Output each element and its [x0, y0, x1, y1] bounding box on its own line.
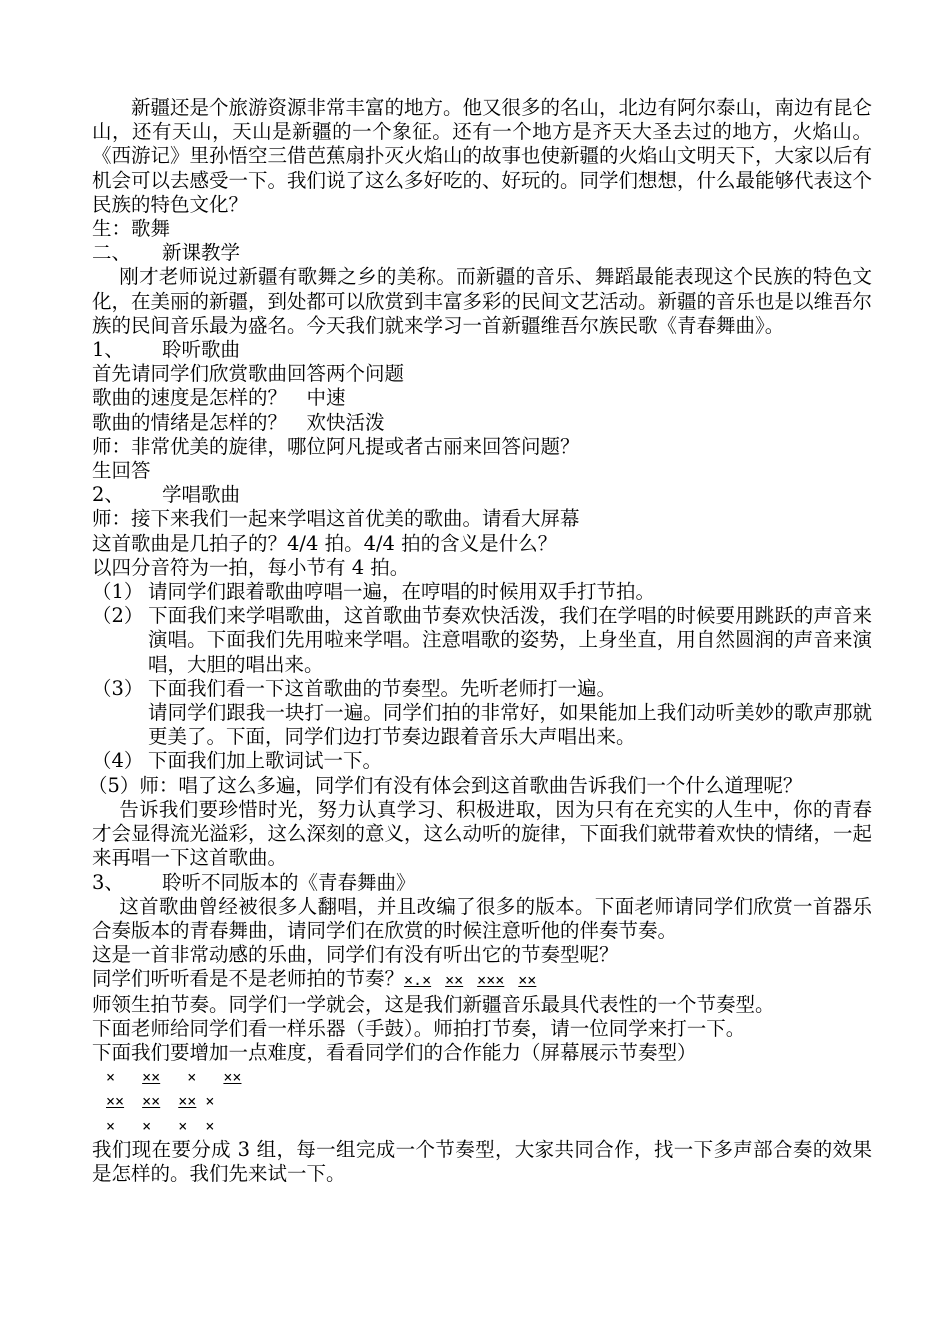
item-number: 3、: [92, 870, 124, 894]
step-text: 下面我们看一下这首歌曲的节奏型。先听老师打一遍。: [148, 676, 617, 700]
step-label: （1）: [92, 580, 144, 604]
line-rhythm-check: [92, 967, 872, 992]
rhythm-note: ××: [106, 1092, 125, 1111]
line-difficulty: 下面我们要增加一点难度，看看同学们的合作能力（屏幕展示节奏型）: [92, 1040, 697, 1064]
step-4: [92, 749, 872, 773]
line-text: 同学们听听看是不是老师拍的节奏？: [92, 967, 405, 991]
rhythm-note: ××: [445, 971, 464, 990]
heading-versions: [92, 871, 872, 895]
step-3-continued: 请同学们跟我一块打一遍。同学们拍的非常好，如果能加上我们动听美妙的歌声那就更美了。下面，同学们边打节奏边跟着音乐大声唱出来。: [148, 701, 872, 749]
line-hand-drum: 下面老师给同学们看一样乐器（手鼓）。师拍打节奏，请一位同学来打一下。: [92, 1016, 746, 1040]
paragraph-music-intro: 刚才老师说过新疆有歌舞之乡的美称。而新疆的音乐、舞蹈最能表现这个民族的特色文化，在美丽的新疆，到处都可以欣赏到丰富多彩的民间文艺活动。新疆的音乐也是以维吾尔族的民间音乐最为盛名。今天我们就来学习一首新疆维吾尔族民歌《青春舞曲》。: [92, 265, 873, 337]
line-student-answer: 生回答: [92, 459, 151, 483]
rhythm-note: ××: [518, 971, 537, 990]
paragraph-groups: 我们现在要分成 3 组，每一组完成一个节奏型，大家共同合作，找一下多声部合奏的效果是怎样的。我们先来试一下。: [92, 1137, 872, 1185]
rhythm-note: ×: [106, 1068, 116, 1087]
rhythm-note: ×: [142, 1116, 152, 1135]
step-1: [92, 580, 872, 604]
rhythm-note: ×: [178, 1116, 188, 1135]
step-label: （3）: [92, 676, 144, 700]
heading-learn-song: [92, 483, 872, 507]
line-teacher-screen: 师：接下来我们一起来学唱这首优美的歌曲。请看大屏幕: [92, 507, 580, 531]
step-5: （5）师：唱了这么多遍，同学们有没有体会到这首歌曲告诉我们一个什么道理呢？: [88, 773, 803, 797]
rhythm-row-1: [106, 1065, 872, 1089]
rhythm-note: ××: [178, 1092, 197, 1111]
line-mood: 歌曲的情绪是怎样的？ 欢快活泼: [92, 410, 385, 434]
section-heading-new-lesson: [92, 241, 872, 265]
heading-listen: [92, 338, 872, 362]
section-title: 新课教学: [162, 241, 241, 265]
line-teacher-question: 师：非常优美的旋律，哪位阿凡提或者古丽来回答问题？: [92, 434, 580, 458]
rhythm-note: ×.×: [404, 971, 432, 990]
item-title: 聆听不同版本的《青春舞曲》: [162, 870, 416, 894]
line-rhythm-question: 这是一首非常动感的乐曲，同学们有没有听出它的节奏型呢？: [92, 943, 619, 967]
step-2: [92, 604, 872, 677]
step-text: 下面我们加上歌词试一下。: [148, 749, 383, 773]
rhythm-note: ××: [142, 1092, 161, 1111]
paragraph-versions: 这首歌曲曾经被很多人翻唱，并且改编了很多的版本。下面老师请同学们欣赏一首器乐合奏版本的青春舞曲，请同学们在欣赏的时候注意听他的伴奏节奏。: [92, 894, 872, 942]
rhythm-row-3: [106, 1114, 872, 1138]
item-number: 2、: [92, 483, 124, 507]
rhythm-note: ×: [205, 1092, 215, 1111]
item-title: 学唱歌曲: [162, 483, 241, 507]
rhythm-note: ×: [187, 1068, 197, 1087]
student-answer-dance: 生：歌舞: [92, 217, 171, 241]
line-questions: 首先请同学们欣赏歌曲回答两个问题: [92, 362, 405, 386]
step-text: 请同学们跟着歌曲哼唱一遍，在哼唱的时候用双手打节拍。: [148, 580, 656, 604]
line-teacher-lead: 师领生拍节奏。同学们一学就会，这是我们新疆音乐最具代表性的一个节奏型。: [92, 992, 775, 1016]
section-number: 二、: [92, 241, 132, 265]
rhythm-note: ××: [142, 1068, 161, 1087]
line-meter-answer: 以四分音符为一拍，每小节有 4 拍。: [92, 555, 410, 579]
paragraph-meaning: 告诉我们要珍惜时光，努力认真学习、积极进取，因为只有在充实的人生中，你的青春才会显得流光溢彩，这么深刻的意义，这么动听的旋律，下面我们就带着欢快的情绪，一起来再唱一下这首歌曲。: [92, 797, 873, 870]
line-meter-question: 这首歌曲是几拍子的？4/4 拍。4/4 拍的含义是什么？: [92, 531, 558, 555]
rhythm-note: ×××: [477, 971, 505, 990]
rhythm-note: ×: [106, 1116, 116, 1135]
line-tempo: 歌曲的速度是怎样的？ 中速: [92, 386, 346, 410]
item-title: 聆听歌曲: [162, 338, 241, 362]
rhythm-note: ×: [205, 1116, 215, 1135]
step-label: （4）: [92, 749, 144, 773]
rhythm-row-2: [106, 1089, 872, 1113]
item-number: 1、: [92, 338, 124, 362]
rhythm-note: ××: [223, 1068, 242, 1087]
document-page: [88, 96, 873, 1186]
paragraph-xinjiang-travel: 新疆还是个旅游资源非常丰富的地方。他又很多的名山，北边有阿尔泰山，南边有昆仑山，还有天山，天山是新疆的一个象征。还有一个地方是齐天大圣去过的地方，火焰山。《西游记》里孙悟空三借芭蕉扇扑灭火焰山的故事也使新疆的火焰山文明天下，大家以后有机会可以去感受一下。我们说了这么多好吃的、好玩的。同学们想想，什么最能够代表这个民族的特色文化？: [92, 96, 873, 216]
step-label: （2）: [92, 604, 144, 628]
step-3: [92, 677, 872, 701]
step-text: 下面我们来学唱歌曲，这首歌曲节奏欢快活泼，我们在学唱的时候要用跳跃的声音来演唱。下面我们先用啦来学唱。注意唱歌的姿势，上身坐直，用自然圆润的声音来演唱，大胆的唱出来。: [148, 604, 872, 676]
